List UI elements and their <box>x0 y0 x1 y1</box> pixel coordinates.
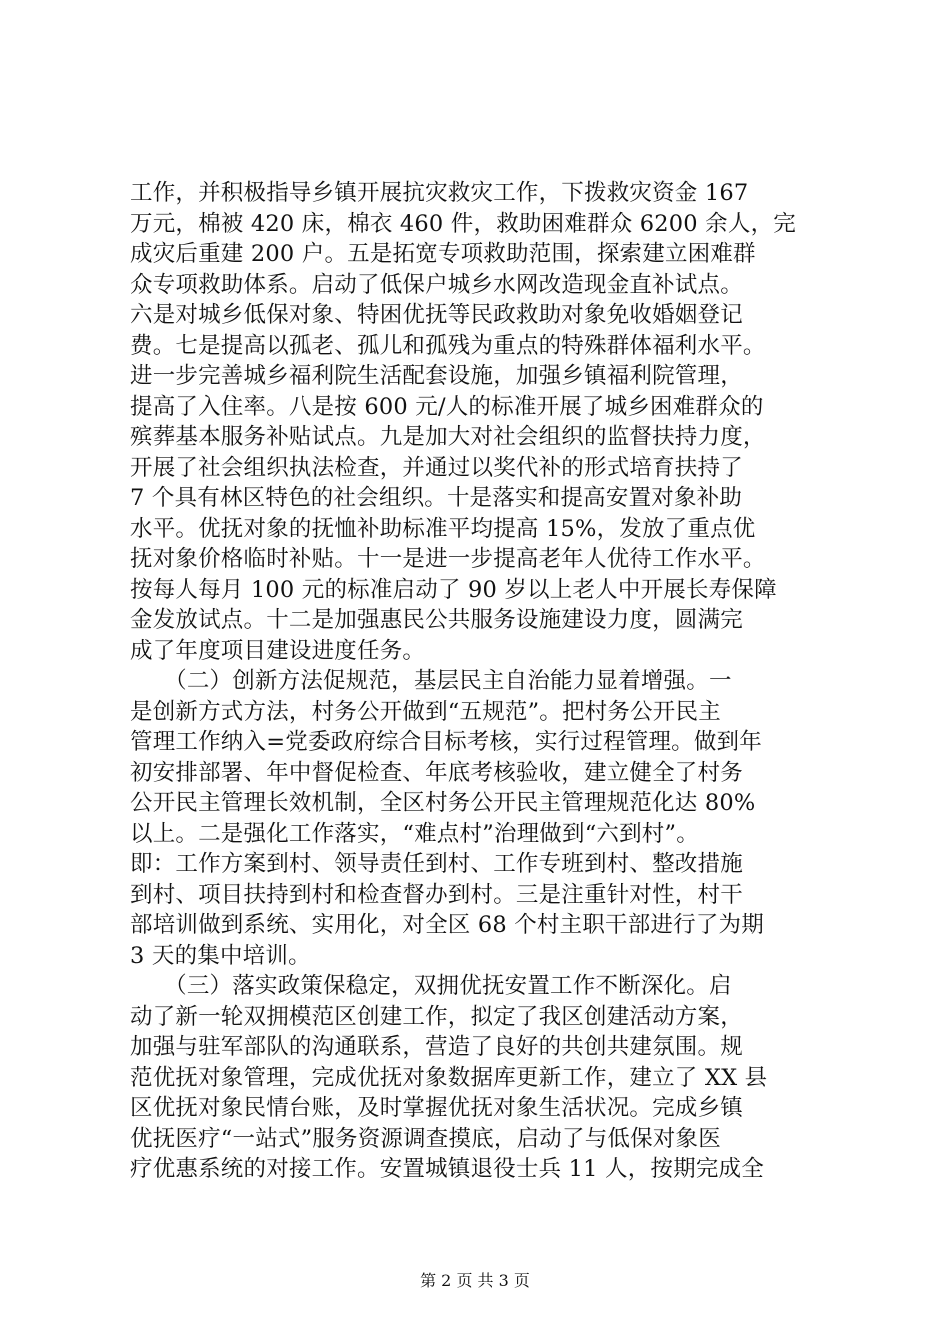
text-line: 加强与驻军部队的沟通联系，营造了良好的共创共建氛围。规 <box>130 1034 743 1060</box>
text-line: 初安排部署、年中督促检查、年底考核验收，建立健全了村务 <box>130 759 743 786</box>
text-line: 开展了社会组织执法检查，并通过以奖代补的形式培育扶持了 <box>130 454 743 481</box>
text-line: 动了新一轮双拥模范区创建工作，拟定了我区创建活动方案， <box>130 1003 743 1030</box>
text-line: 水平。优抚对象的抚恤补助标准平均提高 15%，发放了重点优 <box>130 515 756 542</box>
text-line: 部培训做到系统、实用化，对全区 68 个村主职干部进行了为期 <box>130 912 764 938</box>
text-line: 优抚医疗“一站式”服务资源调查摸底，启动了与低保对象医 <box>130 1125 721 1152</box>
text-line: 公开民主管理长效机制，全区村务公开民主管理规范化达 80% <box>130 790 756 816</box>
text-line: （三）落实政策保稳定，双拥优抚安置工作不断深化。启 <box>130 973 732 999</box>
text-line: 殡葬基本服务补贴试点。九是加大对社会组织的监督扶持力度， <box>130 424 766 450</box>
text-line: 众专项救助体系。启动了低保户城乡水网改造现金直补试点。 <box>130 271 743 298</box>
text-line: 区优抚对象民情台账，及时掌握优抚对象生活状况。完成乡镇 <box>130 1095 743 1121</box>
text-line: 费。七是提高以孤老、孤儿和孤残为重点的特殊群体福利水平。 <box>130 332 766 359</box>
text-line: 是创新方式方法，村务公开做到“五规范”。把村务公开民主 <box>130 698 721 725</box>
page-footer: 第 2 页 共 3 页 <box>420 1271 530 1290</box>
text-line: 提高了入住率。八是按 600 元/人的标准开展了城乡困难群众的 <box>130 393 764 420</box>
text-line: 范优抚对象管理，完成优抚对象数据库更新工作，建立了 XX 县 <box>130 1064 768 1091</box>
text-line: 管理工作纳入=党委政府综合目标考核，实行过程管理。做到年 <box>130 729 762 755</box>
text-line: 疗优惠系统的对接工作。安置城镇退役士兵 11 人，按期完成全 <box>130 1156 764 1182</box>
text-line: 到村、项目扶持到村和检查督办到村。三是注重针对性，村干 <box>130 881 743 908</box>
text-line: 以上。二是强化工作落实，“难点村”治理做到“六到村”。 <box>130 820 699 847</box>
text-line: 抚对象价格临时补贴。十一是进一步提高老年人优待工作水平。 <box>130 546 766 572</box>
body-text <box>130 178 830 1185</box>
text-line: 成灾后重建 200 户。五是拓宽专项救助范围，探索建立困难群 <box>130 241 756 267</box>
text-line: 金发放试点。十二是加强惠民公共服务设施建设力度，圆满完 <box>130 607 743 633</box>
text-line: 即：工作方案到村、领导责任到村、工作专班到村、整改措施 <box>130 851 743 877</box>
text-line: 万元，棉被 420 床，棉衣 460 件，救助困难群众 6200 余人，完 <box>130 210 796 237</box>
text-line: 3 天的集中培训。 <box>130 942 311 969</box>
text-line: 7 个具有林区特色的社会组织。十是落实和提高安置对象补助 <box>130 485 743 511</box>
text-line: 按每人每月 100 元的标准启动了 90 岁以上老人中开展长寿保障 <box>130 576 777 603</box>
text-line: 进一步完善城乡福利院生活配套设施，加强乡镇福利院管理， <box>130 363 743 389</box>
text-line: 六是对城乡低保对象、特困优抚等民政救助对象免收婚姻登记 <box>130 302 743 328</box>
text-line: （二）创新方法促规范，基层民主自治能力显着增强。一 <box>130 668 732 694</box>
text-line: 成了年度项目建设进度任务。 <box>130 637 426 664</box>
text-line: 工作，并积极指导乡镇开展抗灾救灾工作，下拨救灾资金 167 <box>130 180 749 206</box>
